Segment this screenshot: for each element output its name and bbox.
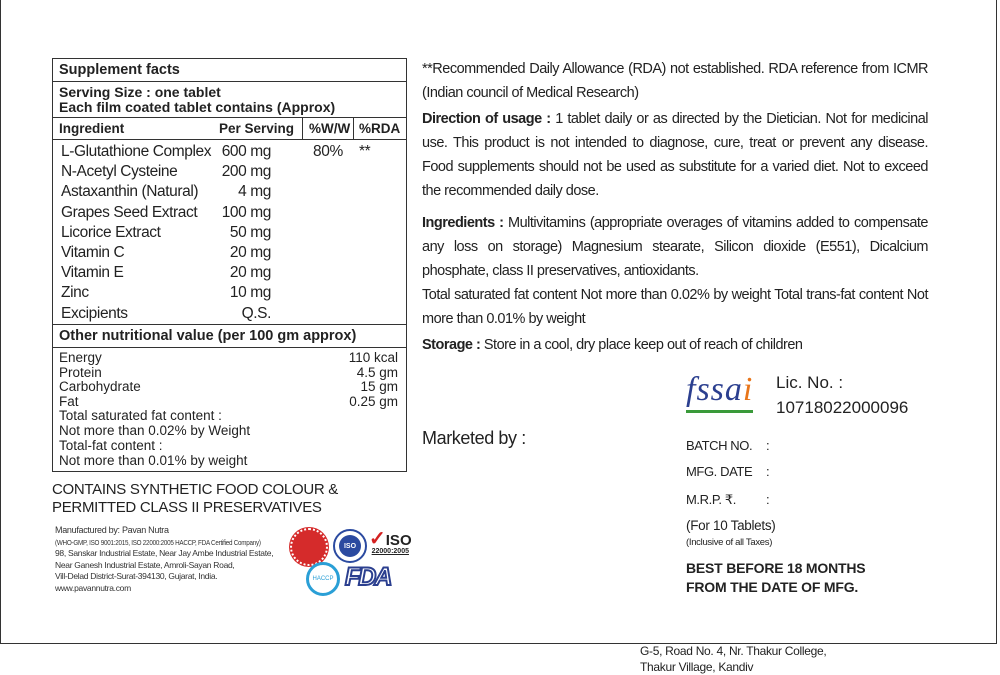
ingredient-amount: 50 mg — [229, 223, 271, 241]
ingredient-name: Vitamin E — [61, 264, 124, 282]
ingredient-name: Grapes Seed Extract — [61, 203, 198, 221]
manufacturer-info — [55, 525, 300, 595]
ingredient-amount: 200 mg — [221, 163, 271, 181]
mfg-date-label: MFG. DATE — [686, 464, 753, 479]
nutrient-name: Carbohydrate — [59, 379, 141, 394]
colon: : — [766, 464, 770, 479]
batch-label: BATCH NO. — [686, 438, 753, 453]
fat-note: Not more than 0.02% by Weight — [59, 423, 251, 438]
iso-22000-logo: ✓ISO 22000:2005 — [369, 528, 412, 555]
manufacturer-line: 98, Sanskar Industrial Estate, Near Jay Ambe Industrial Estate, — [55, 548, 274, 559]
ingredient-amount: 4 mg — [238, 183, 271, 201]
contains-line: CONTAINS SYNTHETIC FOOD COLOUR & — [52, 481, 338, 498]
header-ww: %W/W — [309, 121, 351, 136]
gmp-seal-icon — [290, 528, 328, 566]
nutrient-value: 4.5 gm — [356, 364, 398, 380]
manufacturer-line: www.pavannutra.com — [55, 582, 131, 593]
manufacturer-line: Near Ganesh Industrial Estate, Amroli-Sayan Road, — [55, 559, 235, 570]
header-per-serving: Per Serving — [219, 121, 295, 136]
colon: : — [766, 438, 770, 453]
ingredient-name: Vitamin C — [61, 244, 125, 261]
best-before — [686, 559, 865, 597]
address-line: G-5, Road No. 4, Nr. Thakur College, — [640, 644, 827, 658]
ingredient-amount: 10 mg — [229, 284, 271, 302]
ingredient-amount: 20 mg — [229, 244, 271, 261]
ingredient-name: Astaxanthin (Natural) — [61, 183, 199, 201]
ingredient-name: L-Glutathione Complex — [61, 143, 212, 160]
address-line: Thakur Village, Kandiv — [640, 660, 754, 674]
ingredient-rda: ** — [359, 143, 371, 160]
nutrient-name: Energy — [59, 350, 102, 365]
best-before-line: FROM THE DATE OF MFG. — [686, 579, 859, 595]
header-ingredient: Ingredient — [59, 121, 125, 136]
supplement-facts-table — [52, 58, 407, 472]
direction-of-usage: Direction of usage : 1 tablet daily or as directed by the Dietician. Not for medicinal use. This product is not intended to diagnose, cure, treat or prevent any disease. Food supplements should not be used as substitute for a varied diet. Not to exceed the recommended daily dose. — [422, 111, 928, 199]
nutrient-name: Fat — [59, 393, 79, 409]
header-rda: %RDA — [359, 121, 401, 136]
ingredient-amount: Q.S. — [241, 304, 271, 322]
fssai-logo: fssai — [686, 370, 753, 413]
nutrient-value: 0.25 gm — [349, 393, 398, 409]
contains-notice — [52, 481, 338, 517]
ingredient-name: Licorice Extract — [61, 223, 161, 241]
haccp-seal-icon: HACCP — [306, 562, 340, 596]
manufacturer-line: Vill-Delad District-Surat-394130, Gujarat, India. — [55, 571, 218, 582]
fat-note: Not more than 0.01% by weight — [59, 453, 248, 468]
fat-content: Total saturated fat content Not more than 0.02% by weight Total trans-fat content Not more than 0.01% by weight — [422, 287, 928, 327]
colon: : — [766, 492, 770, 507]
ingredient-name: Excipients — [61, 304, 128, 322]
product-info — [422, 57, 928, 357]
table-title: Supplement facts — [59, 62, 180, 78]
nutrient-value: 110 kcal — [348, 350, 398, 365]
pack-size: (For 10 Tablets) — [686, 518, 776, 533]
manufacturer-line: (WHO-GMP, ISO 9001:2015, ISO 22000:2005 HACCP, FDA Certified Company) — [55, 537, 261, 547]
manufacturer-line: Manufactured by: Pavan Nutra — [55, 525, 169, 535]
fda-logo: FDA — [345, 563, 391, 591]
ingredient-ww: 80% — [313, 143, 343, 160]
tax-note: (Inclusive of all Taxes) — [686, 537, 773, 548]
ingredient-amount: 100 mg — [221, 203, 271, 221]
best-before-line: BEST BEFORE 18 MONTHS — [686, 560, 866, 576]
serving-size: Serving Size : one tablet — [59, 84, 221, 100]
ingredients: Ingredients : Multivitamins (appropriate overages of vitamins added to compensate any loss on storage) Magnesium stearate, Silicon dioxide (E551), Dicalcium phosphate, class II preservatives, antioxidants. — [422, 215, 928, 279]
iso-seal-icon: ISO — [333, 529, 367, 563]
lic-number: 10718022000096 — [776, 398, 909, 417]
rda-note: **Recommended Daily Allowance (RDA) not established. RDA reference from ICMR (Indian council of Medical Research) — [422, 61, 928, 101]
storage: Storage : Store in a cool, dry place keep out of reach of children — [422, 337, 803, 353]
nutrient-value: 15 gm — [360, 379, 398, 394]
ingredient-amount: 20 mg — [229, 264, 271, 282]
fat-note: Total-fat content : — [59, 438, 163, 453]
fat-note: Total saturated fat content : — [59, 408, 222, 423]
contains-line: PERMITTED CLASS II PRESERVATIVES — [52, 499, 322, 516]
other-nutrition-title: Other nutritional value (per 100 gm approx) — [59, 328, 357, 344]
address — [640, 643, 826, 675]
ingredient-name: N-Acetyl Cysteine — [61, 163, 178, 181]
ingredient-amount: 600 mg — [221, 143, 271, 160]
mrp-label: M.R.P. ₹. — [686, 492, 736, 507]
lic-label: Lic. No. : — [776, 373, 844, 392]
nutrient-name: Protein — [59, 364, 102, 380]
tablet-contains: Each film coated tablet contains (Approx) — [59, 99, 336, 115]
marketed-by: Marketed by : — [422, 428, 526, 448]
ingredient-name: Zinc — [61, 284, 89, 302]
